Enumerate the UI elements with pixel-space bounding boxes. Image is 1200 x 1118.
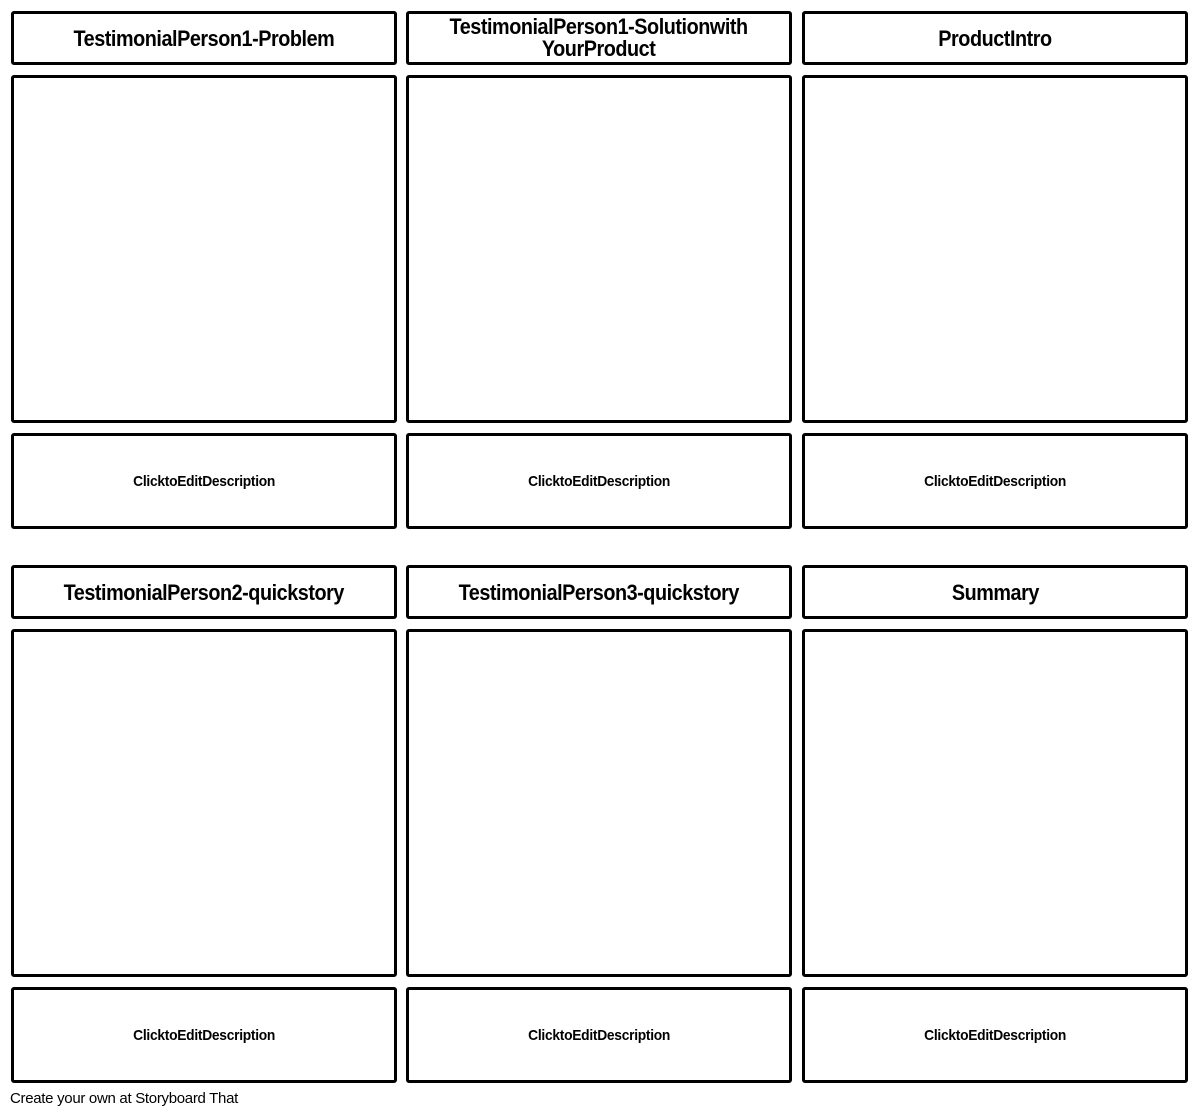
cell-title-line-2: YourProduct xyxy=(542,36,656,61)
cell-title-box[interactable] xyxy=(11,11,397,65)
cell-description-box[interactable] xyxy=(406,987,792,1083)
storyboard-cell-5 xyxy=(406,565,792,1083)
storyboard-cell-6 xyxy=(802,565,1188,1083)
cell-description-box[interactable] xyxy=(406,433,792,529)
storyboard-cell-2 xyxy=(406,11,792,529)
cell-image-area[interactable] xyxy=(11,75,397,423)
cell-description-box[interactable] xyxy=(802,987,1188,1083)
storyboard-row-2 xyxy=(11,565,1189,1083)
cell-description-box[interactable] xyxy=(11,433,397,529)
cell-description: ClicktoEditDescription xyxy=(528,1026,670,1044)
cell-title-box[interactable] xyxy=(11,565,397,619)
footer-credit[interactable]: Create your own at Storyboard That xyxy=(10,1090,238,1107)
cell-description-box[interactable] xyxy=(802,433,1188,529)
cell-image-area[interactable] xyxy=(802,629,1188,977)
cell-title: Summary xyxy=(951,579,1039,605)
storyboard-cell-3 xyxy=(802,11,1188,529)
storyboard-cell-1 xyxy=(11,11,397,529)
cell-title-line-1: TestimonialPerson1-Solutionwith xyxy=(449,14,749,39)
cell-title xyxy=(450,16,748,60)
cell-title: TestimonialPerson3-quickstory xyxy=(458,579,740,605)
storyboard-row-1 xyxy=(11,11,1189,529)
cell-title-box[interactable] xyxy=(406,565,792,619)
cell-image-area[interactable] xyxy=(406,629,792,977)
cell-image-area[interactable] xyxy=(11,629,397,977)
cell-description: ClicktoEditDescription xyxy=(133,1026,275,1044)
cell-title: TestimonialPerson2-quickstory xyxy=(63,579,345,605)
cell-description: ClicktoEditDescription xyxy=(528,472,670,490)
cell-title-box[interactable] xyxy=(406,11,792,65)
cell-image-area[interactable] xyxy=(406,75,792,423)
cell-description: ClicktoEditDescription xyxy=(924,472,1066,490)
cell-title: TestimonialPerson1-Problem xyxy=(73,25,335,51)
cell-title-box[interactable] xyxy=(802,565,1188,619)
cell-image-area[interactable] xyxy=(802,75,1188,423)
cell-title-box[interactable] xyxy=(802,11,1188,65)
storyboard-cell-4 xyxy=(11,565,397,1083)
cell-description: ClicktoEditDescription xyxy=(924,1026,1066,1044)
cell-description-box[interactable] xyxy=(11,987,397,1083)
cell-title: ProductIntro xyxy=(938,25,1052,51)
cell-description: ClicktoEditDescription xyxy=(133,472,275,490)
